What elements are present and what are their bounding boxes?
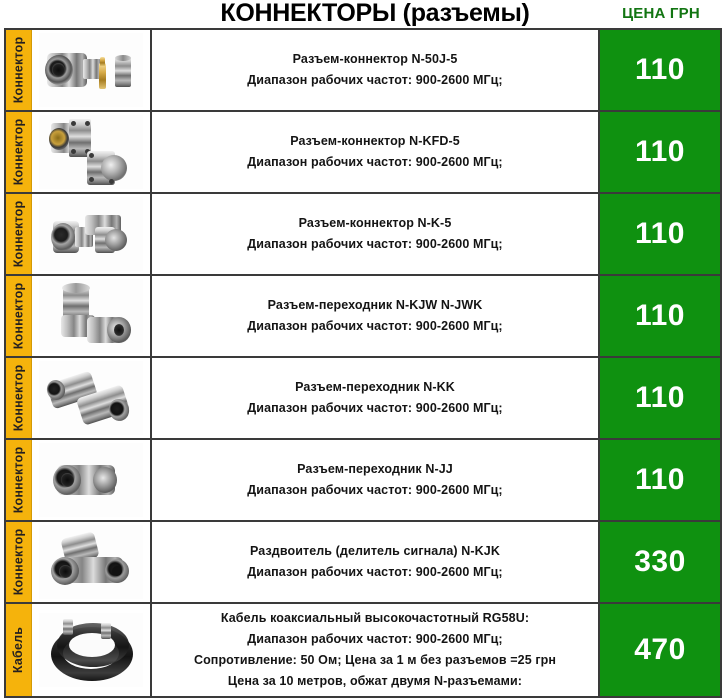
n-barrel-adapter-pair-image	[39, 361, 143, 435]
category-cell	[6, 358, 32, 438]
table-header	[0, 0, 726, 28]
price-column-header: ЦЕНА ГРН	[622, 5, 700, 22]
product-image-cell	[32, 112, 152, 192]
n-connector-with-gold-pin-and-ferrule-image	[39, 33, 143, 107]
product-image-cell	[32, 440, 152, 520]
product-description-cell	[152, 112, 598, 192]
price-cell	[598, 276, 720, 356]
price-value: 110	[635, 53, 685, 86]
price-cell	[598, 358, 720, 438]
category-label: Коннектор	[11, 282, 26, 350]
category-cell	[6, 522, 32, 602]
product-description-cell	[152, 276, 598, 356]
description-line: Диапазон рабочих частот: 900-2600 МГц;	[247, 632, 503, 646]
products-table	[4, 28, 722, 698]
product-description-cell	[152, 604, 598, 696]
price-cell	[598, 522, 720, 602]
category-label: Коннектор	[11, 528, 26, 596]
description-line: Кабель коаксиальный высокочастотный RG58U:	[220, 611, 530, 625]
product-description-cell	[152, 522, 598, 602]
description-line: Диапазон рабочих частот: 900-2600 МГц;	[247, 73, 503, 87]
price-value: 330	[634, 545, 686, 578]
table-row	[6, 358, 720, 440]
description-line: Диапазон рабочих частот: 900-2600 МГц;	[247, 319, 503, 333]
description-line: Диапазон рабочих частот: 900-2600 МГц;	[247, 237, 503, 251]
price-cell	[598, 112, 720, 192]
description-line: Разъем-переходник N-KK	[295, 380, 455, 394]
product-image-cell	[32, 276, 152, 356]
table-row	[6, 112, 720, 194]
description-line: Разъем-коннектор N-KFD-5	[290, 134, 460, 148]
price-value: 110	[635, 463, 685, 496]
category-cell	[6, 276, 32, 356]
description-line: Раздвоитель (делитель сигнала) N-KJK	[250, 544, 500, 558]
product-description-cell	[152, 358, 598, 438]
n-tee-signal-splitter-image	[39, 525, 143, 599]
price-value: 110	[635, 299, 685, 332]
category-label: Коннектор	[11, 446, 26, 514]
table-row	[6, 194, 720, 276]
table-row	[6, 30, 720, 112]
category-cell	[6, 112, 32, 192]
description-line: Разъем-коннектор N-50J-5	[292, 52, 458, 66]
price-cell	[598, 30, 720, 110]
table-row	[6, 276, 720, 358]
n-angle-adapter-image	[39, 279, 143, 353]
category-label: Коннектор	[11, 364, 26, 432]
category-label: Коннектор	[11, 200, 26, 268]
category-cell	[6, 440, 32, 520]
n-crimp-connector-pair-image	[39, 197, 143, 271]
product-image-cell	[32, 522, 152, 602]
table-row	[6, 604, 720, 696]
table-row	[6, 522, 720, 604]
description-line: Разъем-переходник N-KJW N-JWK	[267, 298, 483, 312]
category-label: Кабель	[11, 626, 26, 674]
description-line: Диапазон рабочих частот: 900-2600 МГц;	[247, 155, 503, 169]
product-image-cell	[32, 358, 152, 438]
product-description-cell	[152, 440, 598, 520]
n-flange-panel-connector-pair-image	[39, 115, 143, 189]
product-description-cell	[152, 194, 598, 274]
price-cell	[598, 194, 720, 274]
table-row	[6, 440, 720, 522]
description-line: Разъем-переходник N-JJ	[297, 462, 453, 476]
description-line: Диапазон рабочих частот: 900-2600 МГц;	[247, 483, 503, 497]
product-image-cell	[32, 194, 152, 274]
price-value: 110	[635, 381, 685, 414]
price-cell	[598, 604, 720, 696]
n-jack-jack-adapter-image	[39, 443, 143, 517]
product-description-cell	[152, 30, 598, 110]
description-line: Цена за 10 метров, обжат двумя N-разъемами:	[227, 674, 523, 688]
description-line: Диапазон рабочих частот: 900-2600 МГц;	[247, 565, 503, 579]
description-line: Разъем-коннектор N-K-5	[298, 216, 452, 230]
coiled-coaxial-cable-rg58u-image	[39, 613, 143, 687]
description-line: Диапазон рабочих частот: 900-2600 МГц;	[247, 401, 503, 415]
category-cell	[6, 30, 32, 110]
price-value: 110	[635, 135, 685, 168]
category-label: Коннектор	[11, 118, 26, 186]
category-label: Коннектор	[11, 36, 26, 104]
category-cell	[6, 194, 32, 274]
description-line: Сопротивление: 50 Ом; Цена за 1 м без разъемов =25 грн	[193, 653, 557, 667]
price-value: 110	[635, 217, 685, 250]
price-value: 470	[634, 633, 686, 666]
price-cell	[598, 440, 720, 520]
category-cell	[6, 604, 32, 696]
page-title: КОННЕКТОРЫ (разъемы)	[220, 0, 530, 27]
product-image-cell	[32, 604, 152, 696]
product-image-cell	[32, 30, 152, 110]
